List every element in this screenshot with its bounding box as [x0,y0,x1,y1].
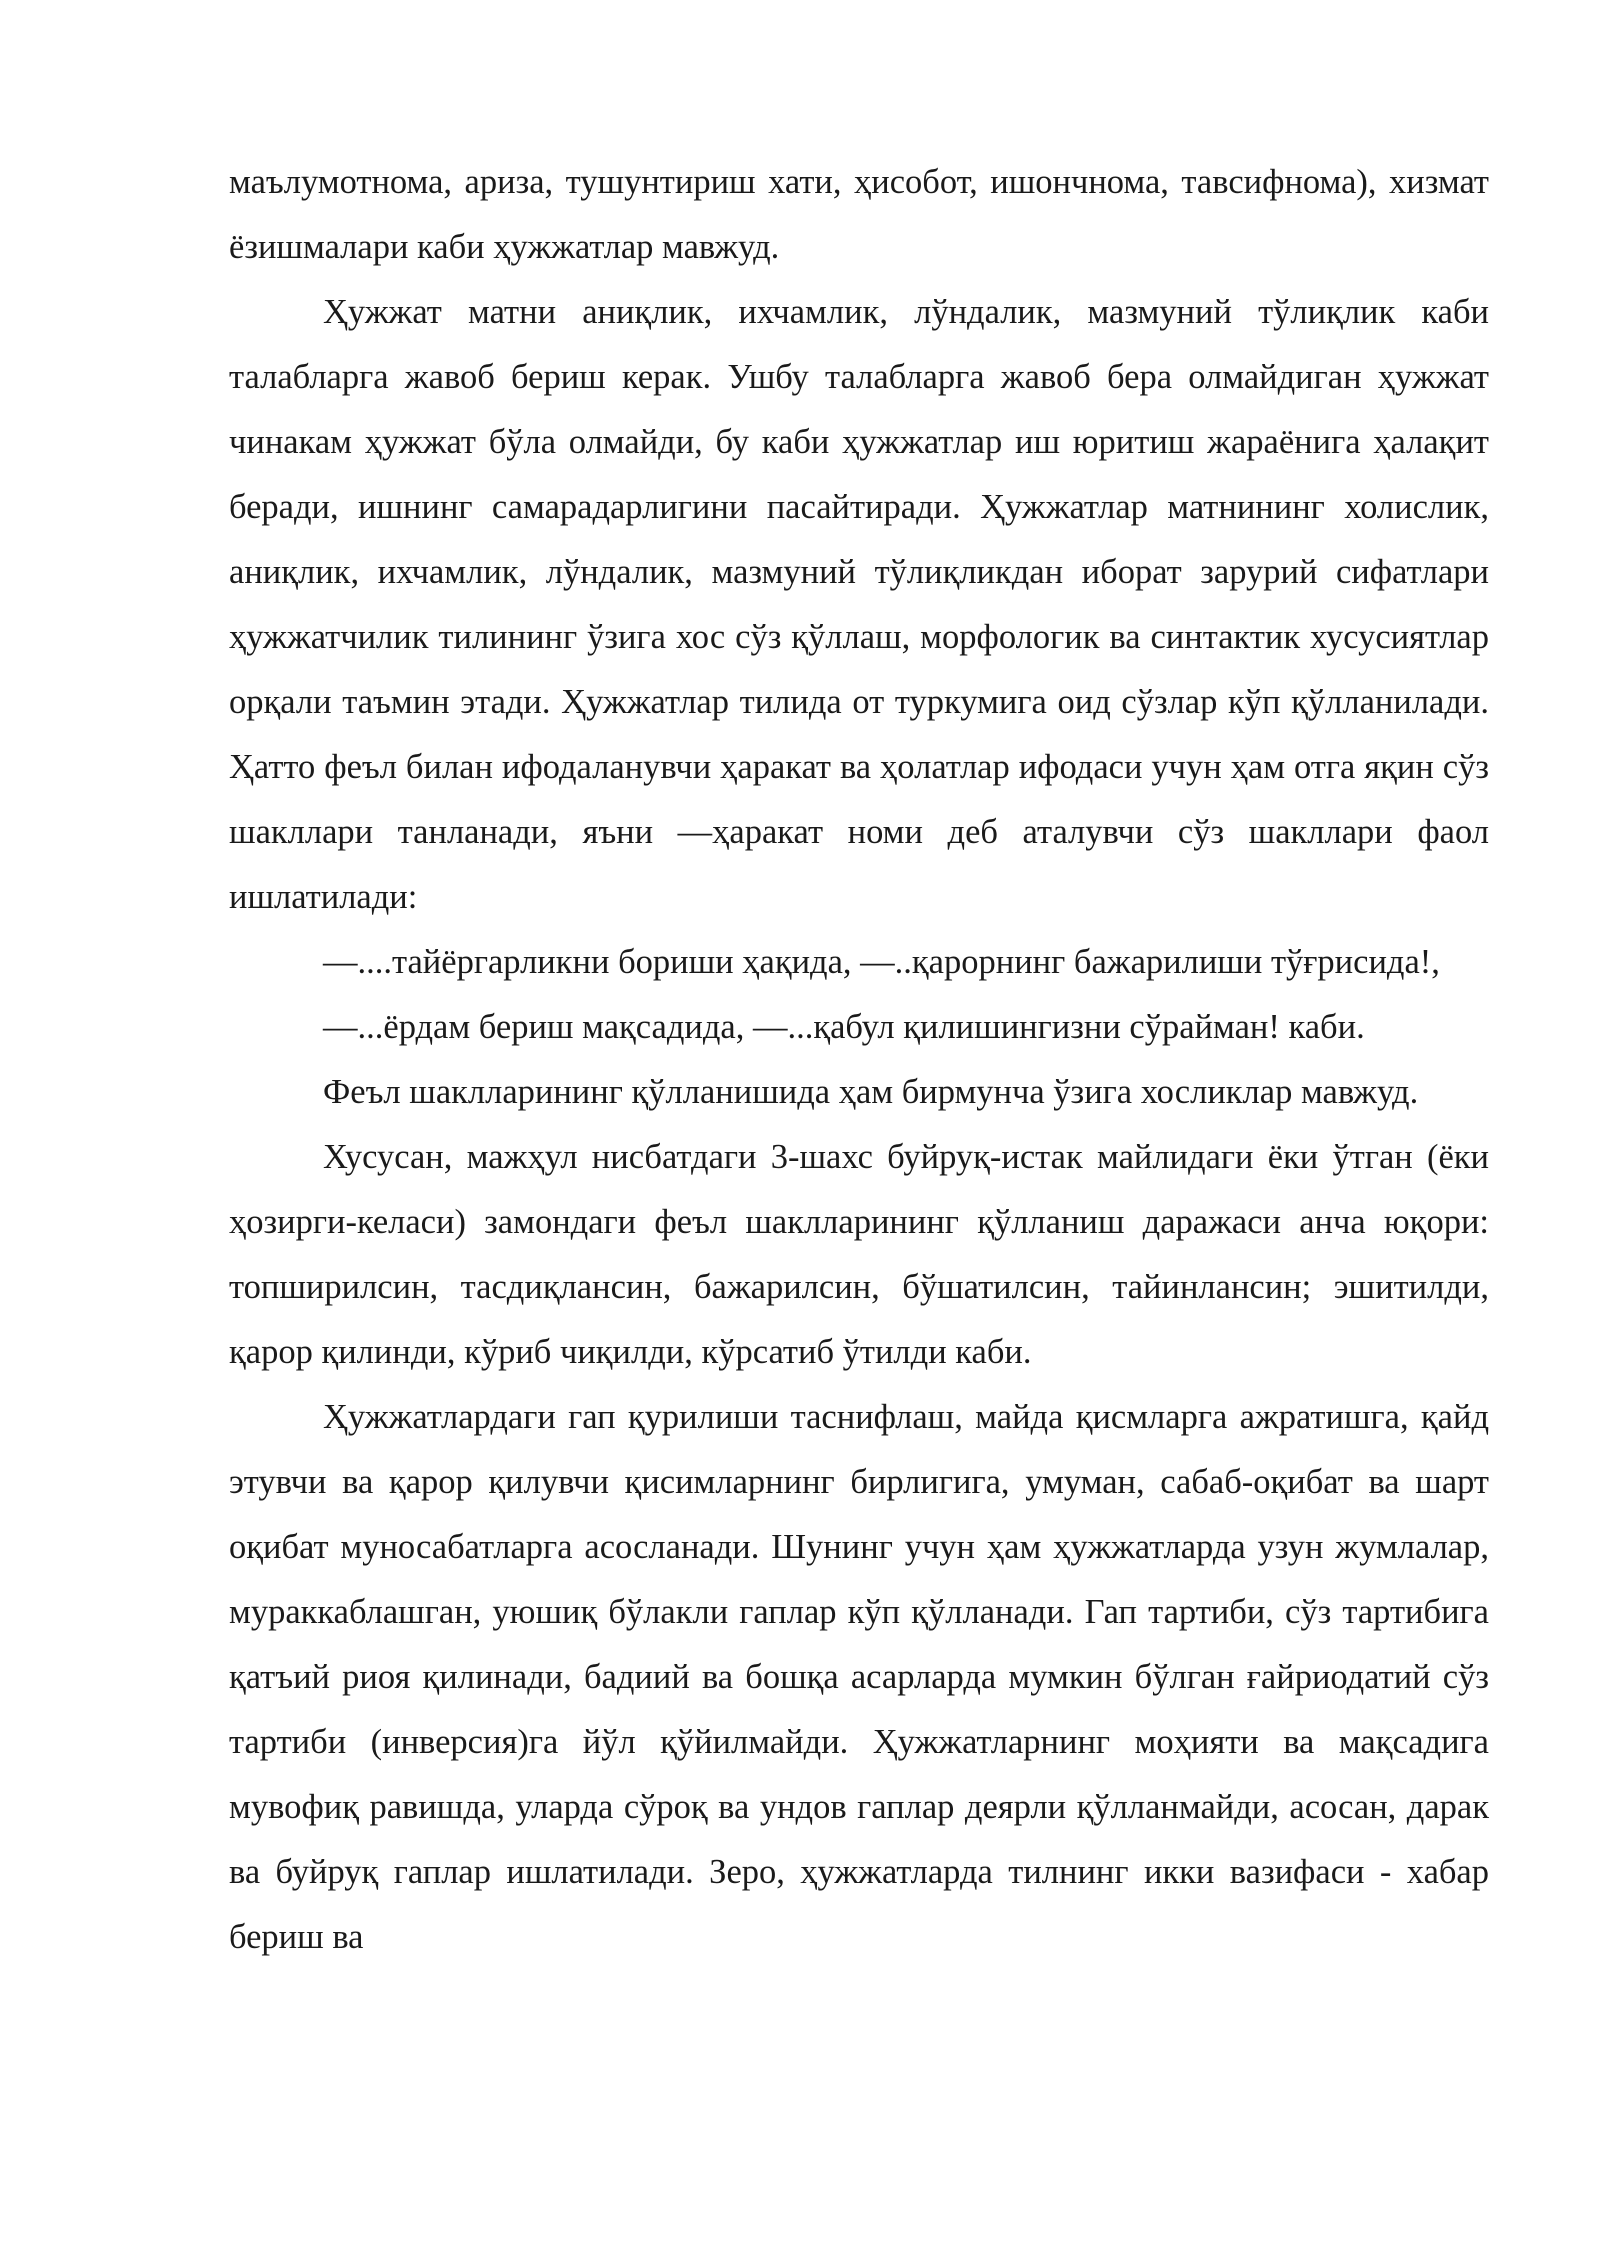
paragraph-example-2: ―...ёрдам бериш мақсадида, ―...қабул қилишингизни сўрайман! каби. [323,1008,1365,1046]
paragraph-continuation: маълумотнома, ариза, тушунтириш хати, ҳисобот, ишончнома, тавсифнома), хизмат ёзишмалари каби ҳужжатлар мавжуд. [229,163,1489,266]
paragraph-sentence-structure: Ҳужжатлардаги гап қурилиши таснифлаш, майда қисмларга ажратишга, қайд этувчи ва қарор қилувчи қисимларнинг бирлигига, умуман, сабаб-оқибат ва шарт оқибат муносабатларга асосланади. Шунинг учун ҳам ҳужжатларда узун жумлалар, мураккаблашган, уюшиқ бўлакли гаплар кўп қўлланади. Гап тартиби, сўз тартибига қатъий риоя қилинади, бадиий ва бошқа асарларда мумкин бўлган ғайриодатий сўз тартиби (инверсия)га йўл қўйилмайди. Ҳужжатларнинг моҳияти ва мақсадига мувофиқ равишда, уларда сўроқ ва ундов гаплар деярли қўлланмайди, асосан, дарак ва буйруқ гаплар ишлатилади. Зеро, ҳужжатларда тилнинг икки вазифаси - хабар бериш ва [229,1398,1489,1956]
paragraph-example-1: ―....тайёргарликни бориши ҳақида, ―..қарорнинг бажарилиши тўғрисида!, [323,943,1440,981]
document-body [229,150,1489,1970]
paragraph-verb-forms: Феъл шаклларининг қўлланишида ҳам бирмунча ўзига хосликлар мавжуд. [323,1073,1419,1111]
paragraph-document-text-requirements: Ҳужжат матни аниқлик, ихчамлик, лўндалик, мазмуний тўлиқлик каби талабларга жавоб бериш керак. Ушбу талабларга жавоб бера олмайдиган ҳужжат чинакам ҳужжат бўла олмайди, бу каби ҳужжатлар иш юритиш жараёнига ҳалақит беради, ишнинг самарадарлигини пасайтиради. Ҳужжатлар матнининг холислик, аниқлик, ихчамлик, лўндалик, мазмуний тўлиқликдан иборат зарурий сифатлари ҳужжатчилик тилининг ўзига хос сўз қўллаш, морфологик ва синтактик хусусиятлар орқали таъмин этади. Ҳужжатлар тилида от туркумига оид сўзлар кўп қўлланилади. Ҳатто феъл билан ифодаланувчи ҳаракат ва ҳолатлар ифодаси учун ҳам отга яқин сўз шакллари танланади, яъни ―ҳаракат номи деб аталувчи сўз шакллари фаол ишлатилади: [229,293,1489,916]
paragraph-passive-voice: Хусусан, мажҳул нисбатдаги 3-шахс буйруқ-истак майлидаги ёки ўтган (ёки ҳозирги-келаси) замондаги феъл шаклларининг қўлланиш даражаси анча юқори: топширилсин, тасдиқлансин, бажарилсин, бўшатилсин, тайинлансин; эшитилди, қарор қилинди, кўриб чиқилди, кўрсатиб ўтилди каби. [229,1138,1489,1371]
